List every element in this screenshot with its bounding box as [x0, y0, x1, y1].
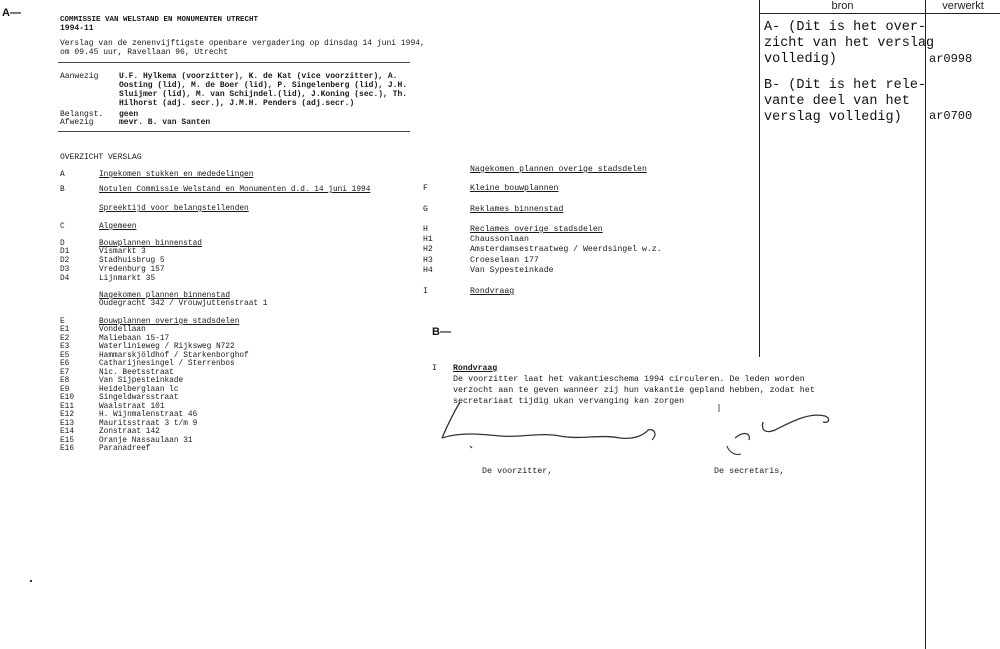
overview-title: OVERZICHT VERSLAG — [60, 153, 142, 162]
interest-label: Belangst. — [60, 110, 104, 119]
absent-label: Afwezig — [60, 118, 94, 127]
present-line-1: U.F. Hylkema (voorzitter), K. de Kat (vice voorzitter), A. — [119, 72, 398, 81]
absent-value: mevr. B. van Santen — [119, 118, 211, 127]
section-b-title: Rondvraag — [453, 364, 498, 373]
section-b-line-3: secretariaat tijdig ukan vervanging kan zorgen — [453, 396, 685, 406]
attendance-rule — [58, 131, 410, 132]
sidebar-border-left — [759, 0, 760, 357]
marker-a: A— — [2, 7, 21, 19]
section-b-key: I — [432, 364, 437, 373]
present-line-2: Oosting (lid), M. de Boer (lid), P. Singelenberg (lid), J.H. — [119, 81, 408, 90]
header-rule — [58, 62, 410, 63]
document-number: 1994-11 — [60, 24, 94, 33]
chairman-label: De voorzitter, — [482, 466, 553, 476]
present-line-4: Hilhorst (adj. secr.), J.M.H. Penders (adj.secr.) — [119, 99, 355, 108]
sidebar-entry-a-text: A- (Dit is het over- zicht van het verslag volledig) — [764, 20, 935, 67]
stray-dot — [30, 580, 32, 582]
marker-b: B— — [432, 326, 451, 338]
chairman-signature — [430, 398, 670, 458]
section-b-line-1: De voorzitter laat het vakantieschema 1994 circuleren. De leden worden — [453, 374, 805, 384]
intro-line-1: Verslag van de zenenvijftigste openbare vergadering op dinsdag 14 juni 1994, — [60, 39, 425, 48]
section-b-line-2: verzocht aan te geven wanneer zij hun vakantie gepland hebben, zodat het — [453, 385, 815, 395]
sidebar-entry-b-code: ar0700 — [929, 109, 973, 123]
sidebar-header-rule — [759, 13, 1000, 14]
secretary-signature — [705, 400, 845, 460]
intro-line-2: om 09.45 uur, Ravellaan 96, Utrecht — [60, 48, 229, 57]
secretary-label: De secretaris, — [714, 466, 785, 476]
present-line-3: Sluijmer (lid), M. van Schijndel.(lid), J.Koning (sec.), Th. — [119, 90, 408, 99]
sidebar-entry-a-code: ar0998 — [929, 52, 973, 66]
interest-value: geen — [119, 110, 139, 119]
sidebar-entry-b-text: B- (Dit is het rele- vante deel van het verslag volledig) — [764, 78, 927, 125]
column-header-bron: bron — [831, 0, 854, 12]
present-label: Aanwezig — [60, 72, 99, 81]
column-header-verwerkt: verwerkt — [942, 0, 984, 12]
document-title: COMMISSIE VAN WELSTAND EN MONUMENTEN UTRECHT — [60, 16, 259, 24]
